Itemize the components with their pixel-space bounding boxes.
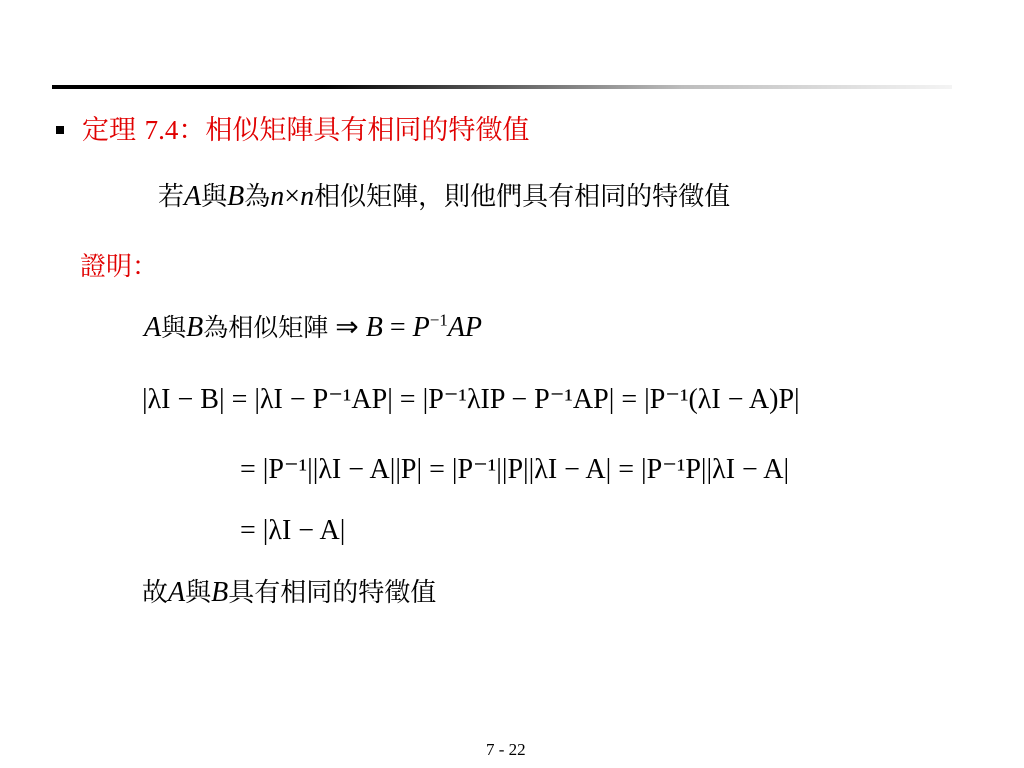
eq1-text-2: 為相似矩陣 (203, 313, 329, 342)
stmt-var-n1: n (270, 181, 285, 212)
stmt-text-3: 為 (244, 182, 271, 212)
stmt-var-n2: n (300, 181, 315, 212)
stmt-var-a: A (184, 181, 202, 212)
theorem-heading (82, 108, 529, 147)
equation-determinant-2: = |P⁻¹||λI − A||P| = |P⁻¹||P||λI − A| = |P⁻¹P||λI − A| (240, 454, 790, 485)
concl-var-b: B (211, 577, 229, 608)
eq1-rhs-b: B (365, 312, 383, 343)
stmt-var-b: B (227, 181, 245, 212)
eq1-var-b: B (186, 312, 204, 343)
equation-determinant-3: = |λI − A| (240, 515, 346, 546)
concl-text-3: 具有相同的特徵值 (228, 578, 437, 608)
theorem-prefix: 定理 (82, 115, 145, 146)
eq1-var-a: A (144, 312, 162, 343)
eq1-exponent: −1 (429, 310, 448, 330)
implies-arrow: ⇒ (335, 312, 359, 343)
concl-text-1: 故 (142, 578, 169, 608)
conclusion (142, 572, 436, 609)
eq1-equals: = (389, 312, 406, 343)
theorem-number: 7.4 (144, 115, 179, 145)
bullet-square (56, 126, 64, 134)
concl-text-2: 與 (185, 578, 212, 608)
eq1-var-p: P (412, 312, 430, 343)
stmt-text-4: 相似矩陣，則他們具有相同的特徵值 (314, 182, 731, 212)
theorem-title: ：相似矩陣具有相同的特徵值 (178, 115, 530, 146)
stmt-text-1: 若 (158, 182, 185, 212)
stmt-times: × (284, 181, 301, 212)
equation-determinant-1: |λI − B| = |λI − P⁻¹AP| = |P⁻¹λIP − P⁻¹AP| = |P⁻¹(λI − A)P| (142, 384, 800, 415)
theorem-statement (158, 176, 730, 213)
equation-similar (144, 308, 482, 344)
eq1-var-ap: AP (447, 312, 483, 343)
concl-var-a: A (168, 577, 186, 608)
stmt-text-2: 與 (201, 182, 228, 212)
eq1-text-1: 與 (161, 313, 187, 342)
proof-label: 證明： (80, 252, 159, 282)
page-number: 7 - 22 (486, 740, 526, 759)
header-rule (52, 85, 952, 89)
